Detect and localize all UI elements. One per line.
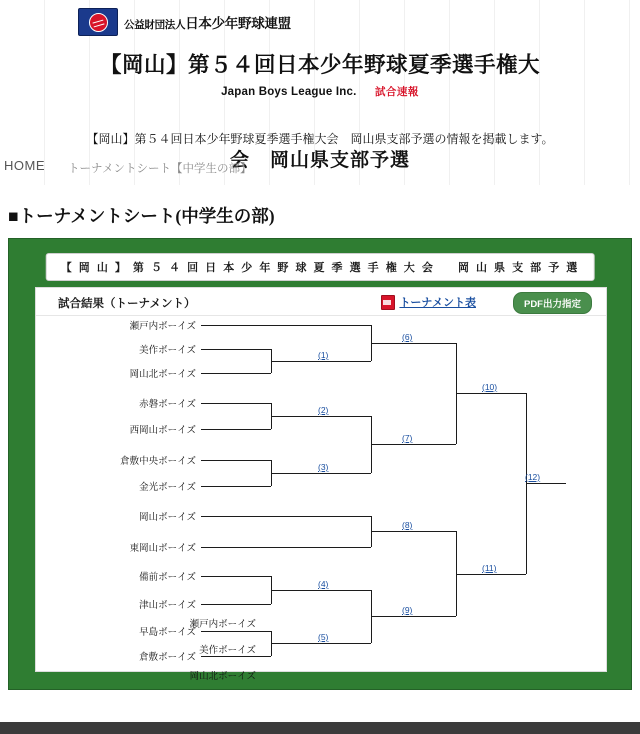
bracket-line: [201, 656, 271, 657]
bracket-line: [271, 473, 371, 474]
pdf-export-button[interactable]: PDF出力指定: [513, 292, 592, 314]
bracket-line: [201, 373, 271, 374]
bracket-line: [456, 393, 526, 394]
bracket-game-number-12[interactable]: (12): [525, 472, 541, 482]
bracket-team-bizen: 備前ボーイズ: [139, 572, 196, 583]
bracket-team-konko: 金光ボーイズ: [139, 482, 196, 493]
tournament-panel: [8, 238, 632, 690]
organization-prefix: 公益財団法人: [124, 19, 186, 31]
bracket-line: [271, 590, 371, 591]
tournament-card: [35, 287, 607, 682]
page-footer-spacer: [0, 690, 640, 722]
section-heading-label: ■トーナメントシート(中学生の部): [8, 206, 275, 226]
bracket-team-seto: 瀬戸内ボーイズ: [129, 321, 196, 332]
bracket-line: [201, 486, 271, 487]
page-footer-bar: [0, 722, 640, 734]
baseball-icon: [89, 13, 108, 32]
bracket-line: [201, 604, 271, 605]
bracket-line: [201, 631, 271, 632]
tournament-pdf-link[interactable]: [381, 294, 476, 310]
bracket-line: [271, 643, 371, 644]
bracket-line: [271, 361, 371, 362]
bracket-team-label: 瀬戸内ボーイズ: [189, 619, 256, 630]
tournament-panel-title: 【 岡 山 】 第 ５ ４ 回 日 本 少 年 野 球 夏 季 選 手 権 大 会 岡 山 県 支 部 予 選: [46, 253, 595, 281]
bracket-game-number-4[interactable]: (4): [318, 579, 329, 589]
bracket-team-kurashiki: 倉敷ボーイズ: [139, 652, 196, 663]
bracket-game-number-10[interactable]: (10): [482, 382, 498, 392]
bracket-line: [201, 516, 371, 517]
bracket-line: [456, 574, 526, 575]
bracket-game-number-8[interactable]: (8): [402, 520, 413, 530]
bracket-line: [201, 576, 271, 577]
tournament-card-header: [36, 288, 606, 316]
bracket-game-number-11[interactable]: (11): [482, 563, 497, 573]
bracket-line: [371, 531, 456, 532]
match-news-label[interactable]: 試合速報: [374, 86, 419, 98]
bracket-line: [201, 460, 271, 461]
bracket-team-tsuyama: 津山ボーイズ: [139, 600, 196, 611]
bracket-line: [371, 444, 456, 445]
bracket-team-okayamakita: 岡山北ボーイズ: [129, 369, 196, 380]
page-title-second-line: 会 岡山県支部予選: [229, 150, 410, 171]
tournament-pdf-link-label: トーナメント表: [399, 297, 476, 309]
bracket-team-nishiokayama: 西岡山ボーイズ: [129, 425, 196, 436]
bracket-team-label: 岡山北ボーイズ: [189, 671, 256, 682]
bracket-line: [371, 343, 456, 344]
bracket-team-akaiwa: 赤磐ボーイズ: [139, 399, 196, 410]
bracket-line: [371, 616, 456, 617]
bracket-game-number-2[interactable]: (2): [318, 405, 329, 415]
bracket-game-number-5[interactable]: (5): [318, 632, 329, 642]
page-title: 【岡山】第５４回日本少年野球夏季選手権大: [99, 53, 540, 77]
title-subrow: [0, 82, 640, 100]
bracket-game-number-9[interactable]: (9): [402, 605, 413, 615]
bracket-line: [271, 416, 371, 417]
bracket-line: [526, 483, 566, 484]
league-logo-row: [78, 8, 291, 36]
bracket-team-hayashima: 早島ボーイズ: [139, 627, 196, 638]
lead-text: 【岡山】第５４回日本少年野球夏季選手権大会 岡山県支部予選の情報を掲載します。: [86, 132, 554, 146]
bracket-line: [201, 349, 271, 350]
bracket-line: [201, 547, 371, 548]
tournament-card-label: 試合結果（トーナメント）: [58, 298, 196, 310]
pdf-icon: [381, 295, 395, 310]
bracket-line: [201, 429, 271, 430]
bracket-game-number-1[interactable]: (1): [318, 350, 329, 360]
bracket-team-higashiokayama: 東岡山ボーイズ: [129, 543, 196, 554]
bracket-team-label: 美作ボーイズ: [199, 645, 256, 656]
tournament-bracket-lines: [36, 316, 606, 671]
bracket-line: [201, 403, 271, 404]
bracket-team-mimasaka: 美作ボーイズ: [139, 345, 196, 356]
breadcrumb-home-link[interactable]: HOME: [4, 158, 45, 173]
page-section-heading: [8, 203, 275, 228]
english-org-name: Japan Boys League Inc.: [221, 86, 357, 98]
organization-main-name: 日本少年野球連盟: [185, 16, 291, 31]
bracket-team-okayama: 岡山ボーイズ: [139, 512, 196, 523]
bracket-game-number-3[interactable]: (3): [318, 462, 329, 472]
bracket-game-number-6[interactable]: (6): [402, 332, 413, 342]
breadcrumb: [0, 158, 640, 180]
bracket-game-number-7[interactable]: (7): [402, 433, 413, 443]
breadcrumb-current: トーナメントシート【中学生の部】: [68, 163, 252, 175]
bracket-team-kurashikichuo: 倉敷中央ボーイズ: [120, 456, 196, 467]
bracket-line: [201, 325, 371, 326]
baseball-league-logo-icon: [78, 8, 118, 36]
organization-name: [124, 12, 291, 32]
